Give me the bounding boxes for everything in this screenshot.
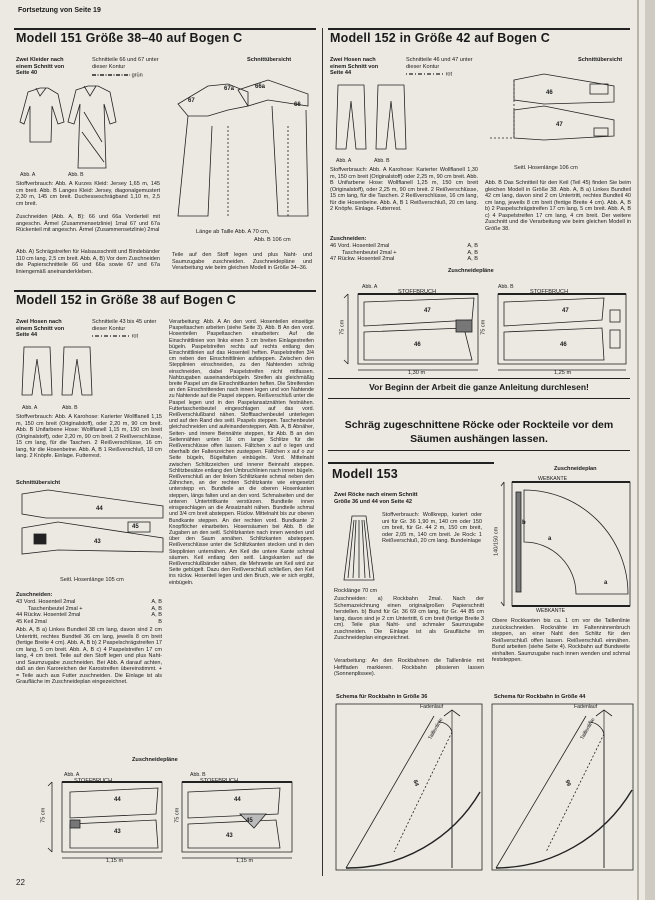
m151-fig-a: Abb. A: [20, 172, 36, 178]
m152b-color: rot: [131, 333, 139, 340]
rule-m151: [14, 28, 316, 30]
m152a-plan-a-label: Abb. A: [362, 284, 378, 290]
m153-schema-36-waist: Taillenlinie: [427, 717, 445, 741]
m152b-plan-b-label: Abb. B: [190, 772, 206, 778]
m151-title: Modell 151 Größe 38–40 auf Bogen C: [16, 31, 243, 45]
m152b-instructions: Verarbeitung: Abb. A An den vord. Hosenteilen einseitige Paspeltaschen arbeiten (siehe Seite 3). Abb. B An den vord. Hosenteilen Paspeltaschen einarbeiten: Auf die Einschnittlinien von links einen 3 cm breiten Einlagestreifen bügeln. Paspelstreifen rechts auf rechts entlang den Einschnittlinien auf das Hosenteil heften. Paspelstreifen 3/4 cm neben den Einschnittlinien aufsteppen. Zwischen den Stepplinien einschneiden, zu den Nahtenden schräg einschneiden, dabei Paspelstreifen nicht mitfassen. Nahtzugaben auseinanderbügeln. Streifen als gleichmäßig breite Paspel um die Einschnittkanten heften. Die Streifenden an den Einschnittenden nach innen legen und von Nahtende zu Nahtende auf die Paspel steppen. Reißverschluß unter die Paspel legen und in den Paspelansatznähten festnähen. Futtertaschenbeutel eingeschlagen auf das vord. Reißverschlußband nähen. Stofftaschenbeutel unterlegen und auf den Rand des seitl. Paspels steppen. Taschenbeutel gleichschneiden und aufeinandersteppen. Abb. A, B Abnäher, Seiten- und innere Beinnähte steppen, für Abb. B an den Seitennähten unten 16 cm lange Schlitze für die Reißverschlüsse offen lassen. Fältchen x auf o legen und oberhalb der Faltenzeichen zusteppen. Fältchen x auf o zur Seite bügeln, Bügelfalten einbügeln. Vord. Mittelnaht zwischen Schlitzzeichen und innerer Beinnaht steppen. Schlitzbesätze entlang den Umbruchlinien nach innen bügeln. Reißverschluß an der linken Schlitzkante schmal neben den Zähnchen, an der rechten Schlitzkante wie eingesetzt unterstepp en. Bundteile an die oberen Hosenkanten steppen, längs falten und an den vord. Schmalseiten und der unteren Untertrittkante verstürzen. Bundteile innen einsgeschlagen an die Ansatznaht nähen. Bundteile schmal und 3/4 cm breit absteppen. Rückw. Mittelnaht bis zur oberen Bundkante steppen. An der rechten vord. Bundkante 2 Knopflöcher einarbeiten. Hosensäumen bei Abb. B die Zugaben an den seitl. Schlitzkanten nach innen wenden und über den Saum annähen. Schlitzkanten absteppen. Reißverschlüsse unter die Schlitzkanten stecken und in den Stepplinien unternähen. Am Keil die untere Kante schmal säumen. Keil entlang den seitl. Längskanten auf die Reißverschlußbänder nähen, die Mehrweite am Keil wird zur Seite gebügelt. Dazu den Reißverschluß schließen, den Keil ins rückw. Hosenteil legen und den Bruch, wie er sich ergibt, einbügeln.: [169, 319, 314, 586]
m151-right-text: Teile auf den Stoff legen und plus Naht- und Saumzugabe zuschneiden. Zuschneidepläne und Verarbeitung wie beim gleichen Modell in Größe 34–36.: [172, 252, 312, 272]
m153-right-text: Obere Rockkanten bis ca. 1 cm vor die Taillenlinie zurückschneiden. Rocknähte im Faltenninnenbruch steppen, an einer Naht den Schlitz für den Reißverschluß offen lassen. Reißverschluß einnähen. Bund arbeiten (siehe Seite 4). Rockbahn auf Bundweite einhalten. Saumzugabe nach innen wenden und schmal feststeppen.: [492, 618, 630, 664]
m152b-piece-43: 43: [94, 539, 101, 545]
cutting-row: Taschenbeutel 2mal + A, B: [28, 605, 162, 612]
m152b-cutting-head: Zuschneiden:: [16, 592, 53, 598]
m152a-plans-label: Zuschneidepläne: [448, 268, 494, 274]
m152a-fig-a: Abb. A: [336, 158, 352, 164]
m152a-plan-b-width: 75 cm: [480, 319, 487, 335]
m153-skirt-length: Rocklänge 70 cm: [334, 588, 378, 594]
m152a-piece-46: 46: [546, 90, 553, 96]
m152a-plan-a-fold: STOFFBRUCH: [398, 289, 437, 295]
m153-plan-label: Zuschneideplan: [554, 466, 597, 472]
m152b-cut-info: Schnitteile 43 bis 45 unter dieser Kontur: [92, 319, 157, 332]
m152b-materials: Stoffverbrauch: Abb. A Karohose: Karierter Wollflanell 1,15 m, 150 cm breit (Originalstoff), oder 2,20 m, 90 cm breit. Abb. B Unifarbene Hose: Wollflanell 1,15 m, 150 cm breit (Originalstoff), oder 2,20 m, 90 cm breit. 2 Reißverschlüsse, 15 cm lang, für die Taschen. 2 Reißverschlüsse, 16 cm lang, für die Hosenbeine. Abb. A, B 1 Reißverschluß, 18 cm lang. 2 Knöpfe. Einlage. Futterrest.: [16, 414, 162, 460]
m153-cutting: Zuschneiden: a) Rockbahn 2mal. Nach der Schemazeichnung einen originalgroßen Papierschnitt herstellen. b) Bund für Gr. 36 69 cm lang, für Gr. 44 85 cm lang, davon sind je 2 cm Untertritt, 6 cm breit (fertige Breite 3 cm). Teile plus Naht- und schmaler Saumzugabe zuschneiden. Die Einlage ist als Graufläche im Zuschneideplan eingezeichnet.: [334, 596, 484, 642]
contour-line-icon: [406, 71, 444, 77]
m152b-plan-b-width: 75 cm: [174, 807, 181, 823]
m153-schema-44-length: 99: [563, 779, 572, 788]
m153-schema-36-length: 84: [411, 779, 420, 788]
m153-schema-44: [490, 702, 635, 872]
notice-rule-top: [328, 378, 630, 379]
m151-cut-info: Schnitteile 66 und 67 unter dieser Kontur: [92, 57, 159, 70]
m152b-plan-b-44: 44: [234, 797, 241, 803]
m153-cutting-plan: [496, 474, 636, 614]
m152b-length-note: Seitl. Hosenlänge 105 cm: [60, 577, 124, 583]
m153-plan-width: 140/150 cm: [493, 526, 500, 556]
m151-piece-66a: 66a: [255, 84, 266, 90]
m152b-color-line: [92, 333, 162, 340]
m151-piece-67: 67: [188, 98, 195, 104]
m152a-cut-info: Schnitteile 46 und 47 unter dieser Kontur: [406, 57, 473, 70]
m153-schema-44-grain: Fadenlauf: [574, 704, 598, 710]
m151-cutting: Zuschneiden (Abb. A, B): 66 und 66a Vorderteil mit angeschn. Ärmel (Zusammensetzlinie) 1mal 67 und 67a Rückenteil mit angeschn. Ärmel (Zusammensetzlinie) 2mal: [16, 214, 160, 234]
cutting-row: 43 Vord. Hosenteil 2mal A, B: [16, 599, 162, 605]
m153-plan-selvage-top: WEBKANTE: [538, 476, 568, 482]
m153-intro: Zwei Röcke nach einem Schnitt Größe 36 und 44 von Seite 42: [334, 492, 418, 505]
contour-line-icon: [92, 333, 130, 339]
notice-rule-bottom: [328, 450, 630, 451]
contour-line-icon: [92, 72, 130, 78]
m151-piece-67a: 67a: [224, 86, 235, 92]
m152b-plan-a-43: 43: [114, 829, 121, 835]
m152a-plan-a-width: 75 cm: [339, 319, 346, 335]
m152a-plan-b-47: 47: [562, 308, 569, 314]
m152a-color-line: [406, 71, 476, 78]
m152b-plan-a-44: 44: [114, 797, 121, 803]
m151-pattern-overview: [168, 66, 318, 226]
m152a-cutting-head: Zuschneiden:: [330, 236, 367, 242]
m152b-notes: Abb. A, B a) Linkes Bundteil 38 cm lang, davon sind 2 cm Untertritt, rechtes Bundteil 36 cm lang, jeweils 8 cm breit (fertige Breite 4 cm). Abb. A, B b) 2 Paspelschrägstreifen 17 cm lang, 5 cm breit. Abb. A, B c) 4 Paspelstreifen 17 cm lang, 4 cm breit. Teile auf den Stoff legen und plus Naht- und Saumzugabe zuschneiden. Bei Abb. A darauf achten, daß an den Karoreichen der Karostreifen übereinstimmt. + = Teile auch aus Futter zuschneiden. Die Einlage ist als Graufläche im Zuschneideplan eingezeichnet.: [16, 627, 162, 686]
m152a-plan-b-fold: STOFFBRUCH: [530, 289, 569, 295]
cutting-row: 44 Rückw. Hosenteil 2mal A, B: [16, 612, 162, 619]
rule-m152a: [328, 28, 630, 30]
m151-color: grün: [131, 72, 143, 79]
m152b-plan-b-43: 43: [226, 833, 233, 839]
m152a-plan-a-47: 47: [424, 308, 431, 314]
m152b-plan-a-width: 75 cm: [40, 807, 47, 823]
page-fold-shadow: [637, 0, 639, 900]
m152a-plan-a-length: 1,30 m: [408, 370, 426, 376]
continuation-header: Fortsetzung von Seite 19: [18, 7, 101, 14]
m153-schema-36-title: Schema für Rockbahn in Größe 36: [336, 694, 428, 700]
m153-plan-a2: a: [604, 580, 608, 586]
m152a-color: rot: [445, 71, 453, 78]
cutting-row: 46 Vord. Hosenteil 2mal A, B: [330, 243, 478, 249]
m151-dress-illustrations: [18, 82, 124, 172]
m151-overview-label: Schnittübersicht: [247, 57, 292, 63]
m152a-piece-47: 47: [556, 122, 563, 128]
cutting-row: 45 Keil 2mal B: [16, 618, 162, 625]
m152b-trouser-illustrations: [20, 345, 100, 399]
m153-plan-selvage-bottom: WEBKANTE: [536, 608, 566, 614]
m152a-plan-b-length: 1,25 m: [554, 370, 572, 376]
m151-piece-66: 66: [294, 102, 301, 108]
rule-m152b: [14, 290, 316, 292]
m152b-overview-label: Schnittübersicht: [16, 480, 61, 486]
m151-length-b: Abb. B 106 cm: [254, 237, 291, 243]
m151-intro: Zwei Kleider nach einem Schnitt von Seite 40: [16, 57, 65, 77]
m152b-plan-b-fold: STOFFBRUCH: [200, 778, 239, 784]
m152b-cutting-list: [16, 599, 162, 625]
m151-notes: Abb. A) Schrägstreifen für Halsausschnitt und Bindebänder 110 cm lang, 2,5 cm breit. Abb. A, B) Vor dem Zuschneiden die Papierschnitteile 66 und 66a sowie 67 und 67a liniengemäß aneinanderkleben.: [16, 249, 160, 275]
column-divider: [322, 28, 323, 876]
m152b-fig-a: Abb. A: [22, 405, 38, 411]
page-edge: [645, 0, 655, 900]
notice-read-instructions: Vor Beginn der Arbeit die ganze Anleitung durchlesen!: [369, 382, 589, 392]
m153-materials: Stoffverbrauch: Wollkrepp, kariert oder uni für Gr. 36 1,90 m, 140 cm oder 150 cm breit, für Gr. 44 2 m, 150 cm breit, oder 2,05 m, 140 cm breit. Je Rock: 1 Reißverschluß, 20 cm lang. Bundeinlage: [382, 512, 482, 545]
m152b-piece-44: 44: [96, 506, 103, 512]
m152a-trouser-illustrations: [334, 83, 414, 153]
m152b-plan-a-fold: STOFFBRUCH: [74, 778, 113, 784]
m152a-plan-b-46: 46: [560, 342, 567, 348]
notice-bias-skirts: Schräg zugeschnittene Röcke oder Rockteile vor dem Säumen aushängen lassen.: [344, 419, 614, 445]
m152a-right-text: Abb. B Das Schnitteil für den Keil (Teil 45) finden Sie beim gleichen Modell in Größe 38. Abb. A, B a) Linkes Bundteil 42 cm lang, davon sind 2 cm Untertritt, rechtes Bundteil 40 cm lang, jeweils 8 cm breit (fertige Breite 4 cm). Abb. A, B b) 2 Paspelschrägstreifen 17 cm lang, 5 cm breit. Abb. A, B c) 4 Paspelstreifen 17 cm lang, 4 cm breit. Der weitere Zuschnitt und die Verarbeitung wie beim gleichen Modell in Größe 38.: [485, 180, 631, 232]
m152a-intro: Zwei Hosen nach einem Schnitt von Seite 44: [330, 57, 379, 77]
notice-rule-mid: [328, 398, 630, 399]
m152b-plans-label: Zuschneidepläne: [132, 757, 178, 763]
m153-processing: Verarbeitung: An den Rockbahnen die Taillenlinie mit Heftfaden markieren. Rockbahn plissieren lassen (Sonnenplissee).: [334, 658, 484, 678]
m152b-pattern-overview: [18, 488, 168, 578]
m152b-plan-b-45: 45: [246, 818, 253, 824]
m153-schema-36-grain: Fadenlauf: [420, 704, 444, 710]
m152a-length-note: Seitl. Hosenlänge 106 cm: [514, 165, 578, 171]
cutting-row: Taschenbeutel 2mal + A, B: [342, 249, 478, 256]
m153-plan-a: a: [548, 536, 552, 542]
m152b-fig-b: Abb. B: [62, 405, 78, 411]
m153-plan-b: b: [522, 520, 526, 526]
m153-schema-36: [334, 702, 484, 872]
m152b-intro: Zwei Hosen nach einem Schnitt von Seite 44: [16, 319, 65, 339]
cutting-row: 47 Rückw. Hosenteil 2mal A, B: [330, 256, 478, 263]
m152b-plan-a-length: 1,15 m: [106, 858, 124, 864]
m151-length-a: Länge ab Taille Abb. A 70 cm,: [196, 229, 270, 235]
m152a-fig-b: Abb. B: [374, 158, 390, 164]
m152a-title: Modell 152 in Größe 42 auf Bogen C: [330, 31, 551, 45]
m151-materials: Stoffverbrauch: Abb. A Kurzes Kleid: Jersey 1,65 m, 145 cm breit. Abb. B Langes Kleid: Jersey, diagonalgemustert 2,30 m, 145 cm breit. Duchesseschrägband 1,10 m, 2,5 cm breit.: [16, 181, 160, 207]
m152a-pattern-overview: [484, 66, 630, 156]
m152b-piece-45: 45: [132, 524, 139, 530]
m153-schema-44-waist: Taillenlinie: [579, 717, 597, 741]
m151-fig-b: Abb. B: [68, 172, 84, 178]
m152a-overview-label: Schnittübersicht: [578, 57, 623, 63]
rule-m153: [328, 462, 494, 464]
m153-skirt-illustration: [342, 514, 376, 584]
m153-title: Modell 153: [332, 467, 398, 481]
page-number: 22: [16, 878, 25, 887]
m152a-materials: Stoffverbrauch: Abb. A Karohose: Karierter Wollflanell 1,30 m, 150 cm breit (Originalstoff) oder 2,25 m, 90 cm breit. Abb. B Unifarbene Hose: Wollflanell 1,25 m, 150 cm breit (Originalstoff), oder 2,25 m, 90 cm breit. 2 Reißverschlüsse, 15 cm lang, für die Taschen. 2 Reißverschlüsse, 16 cm lang, für die Hosenbeine. Abb. A, B 1 Reißverschluß, 20 cm lang. 2 Knöpfe. Einlage. Futterrest.: [330, 167, 478, 213]
m152b-title: Modell 152 in Größe 38 auf Bogen C: [16, 293, 237, 307]
m152a-cutting-list: [330, 243, 478, 263]
m152b-plan-b-length: 1,15 m: [236, 858, 254, 864]
m151-color-line: [92, 72, 172, 79]
m152b-plan-a-label: Abb. A: [64, 772, 80, 778]
m152a-plan-b-label: Abb. B: [498, 284, 514, 290]
m152a-plan-a-46: 46: [414, 342, 421, 348]
m153-schema-44-title: Schema für Rockbahn in Größe 44: [494, 694, 586, 700]
